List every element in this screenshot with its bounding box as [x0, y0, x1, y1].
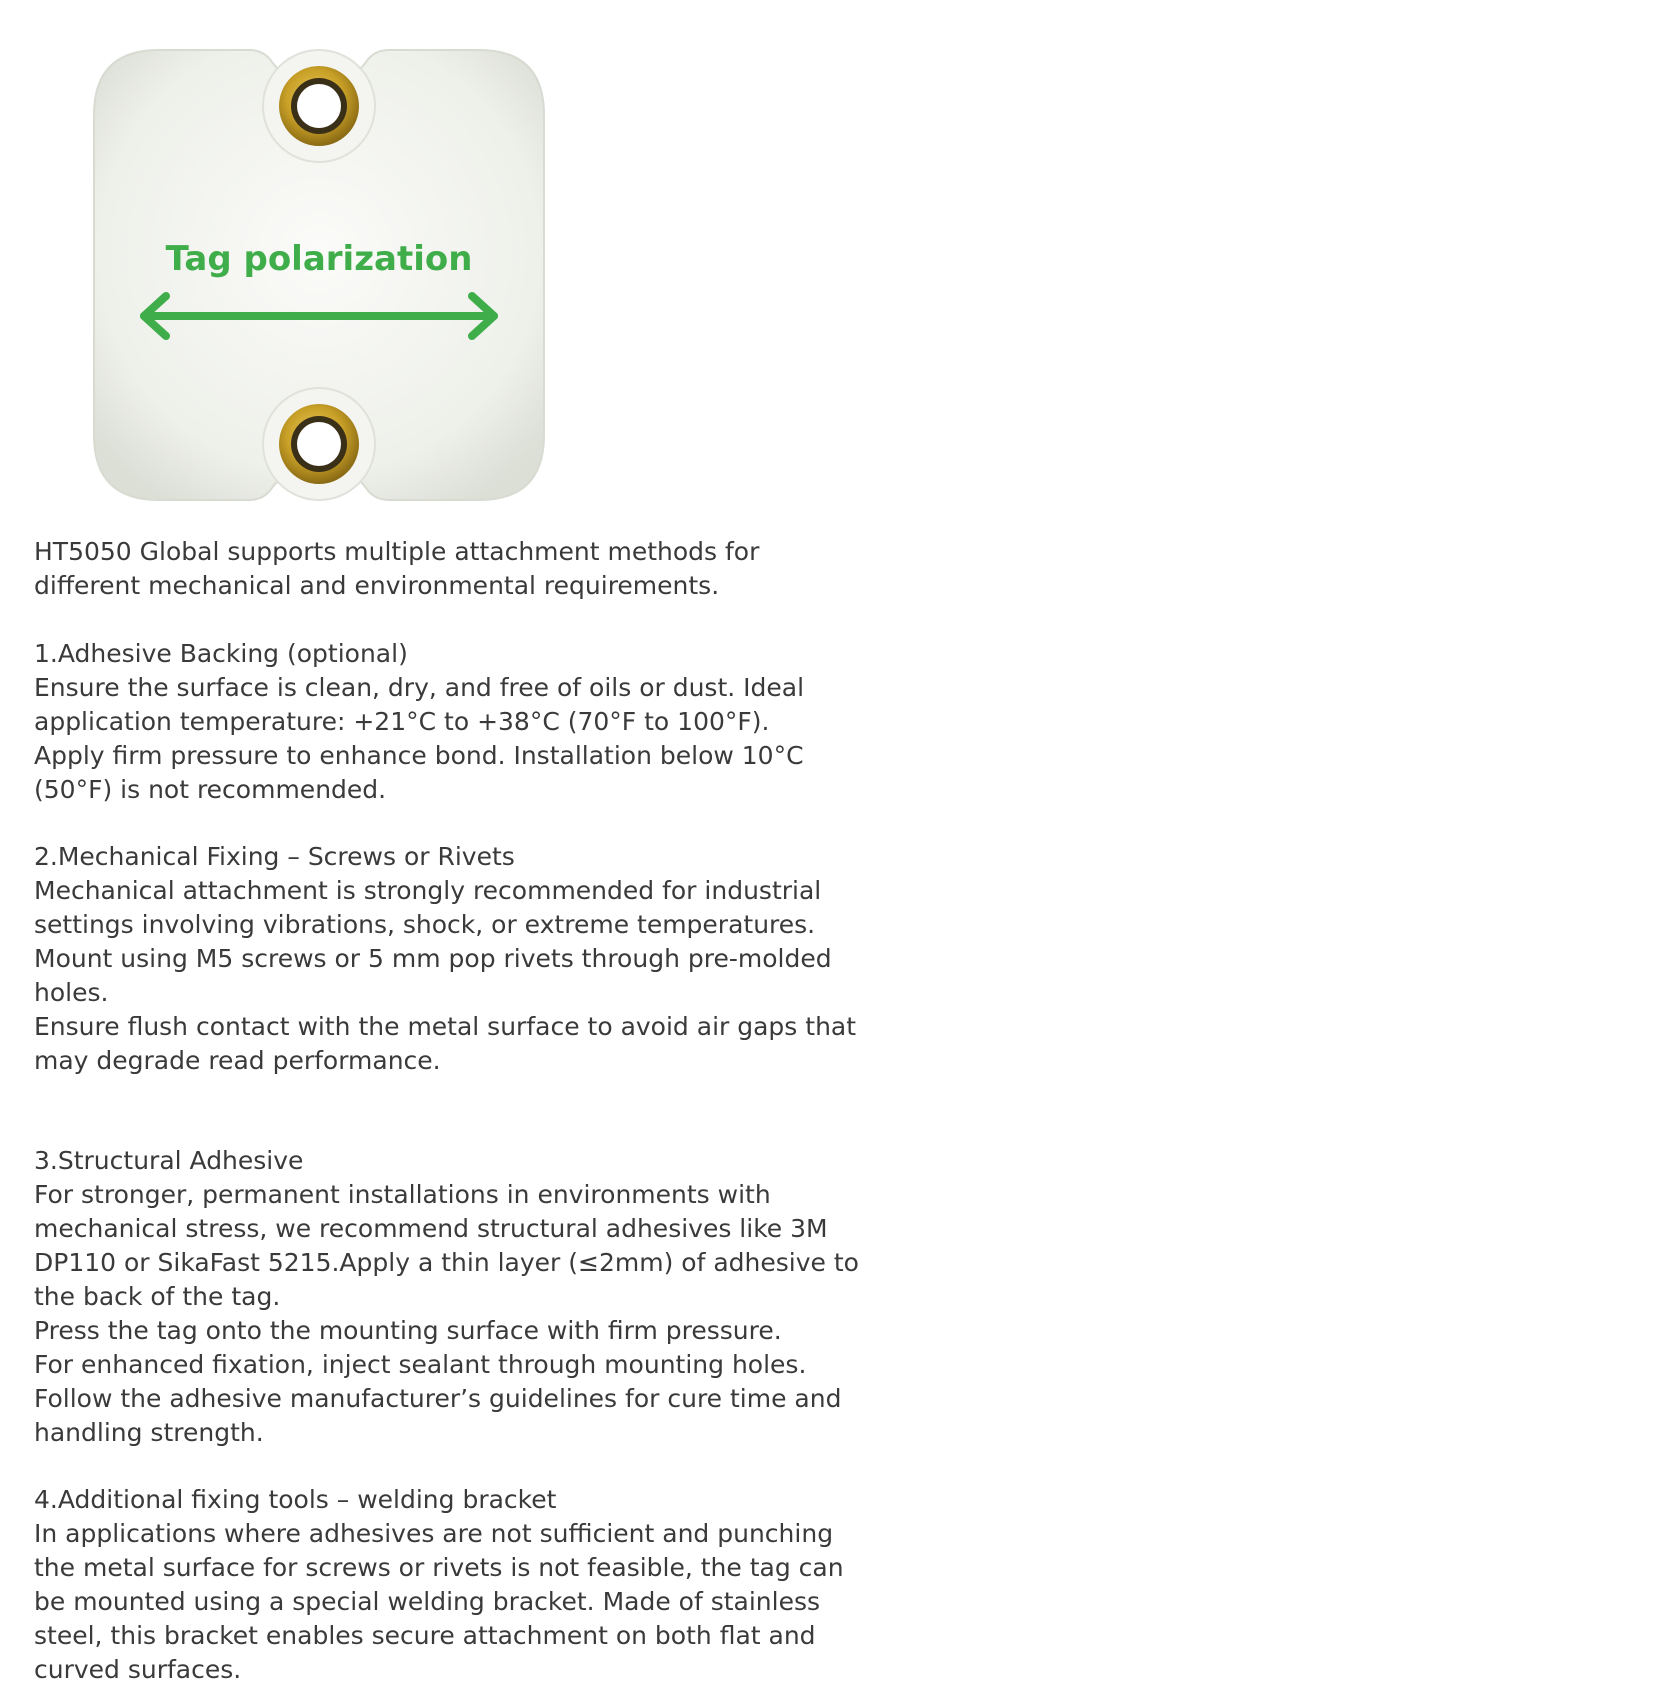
- tag-illustration: [84, 40, 554, 515]
- method-title: 4.Additional fixing tools – welding bracket: [34, 1485, 557, 1514]
- top-hole: [297, 84, 341, 128]
- method-text: Mechanical attachment is strongly recommended for industrial settings involving vibrations, shock, or extreme temperatures. Mount using M5 screws or 5 mm pop rivets through pre-molded holes. Ensure flush contact with the metal surface to avoid air gaps that may degrade read performance.: [34, 876, 857, 1075]
- method-title: 1.Adhesive Backing (optional): [34, 639, 408, 668]
- method-text: Ensure the surface is clean, dry, and free of oils or dust. Ideal application temperature: +21°C to +38°C (70°F to 100°F). Apply firm pressure to enhance bond. Installation below 10°C (50°F) is not recommended.: [34, 673, 805, 804]
- tag-product-image: [84, 40, 554, 515]
- method-title: 2.Mechanical Fixing – Screws or Rivets: [34, 842, 515, 871]
- bottom-hole: [297, 422, 341, 466]
- method-title: 3.Structural Adhesive: [34, 1146, 304, 1175]
- method-text: In applications where adhesives are not sufficient and punching the metal surface for screws or rivets is not feasible, the tag can be mounted using a special welding bracket. Made of stainless steel, this bracket enables secure attachment on both flat and curved surfaces.: [34, 1519, 844, 1684]
- method-adhesive-backing: [34, 637, 864, 807]
- method-mechanical-fixing: [34, 840, 864, 1078]
- method-text: For stronger, permanent installations in environments with mechanical stress, we recommend structural adhesives like 3M DP110 or SikaFast 5215.Apply a thin layer (≤2mm) of adhesive to the back of the tag. Press the tag onto the mounting surface with firm pressure. For enhanced fixation, inject sealant through mounting holes. Follow the adhesive manufacturer’s guidelines for cure time and handling strength.: [34, 1180, 859, 1447]
- intro-text: HT5050 Global supports multiple attachment methods for different mechanical and environmental requirements.: [34, 537, 760, 600]
- method-structural-adhesive: [34, 1144, 864, 1450]
- method-welding-bracket: [34, 1483, 864, 1687]
- tag-polarization-label: Tag polarization: [165, 239, 473, 279]
